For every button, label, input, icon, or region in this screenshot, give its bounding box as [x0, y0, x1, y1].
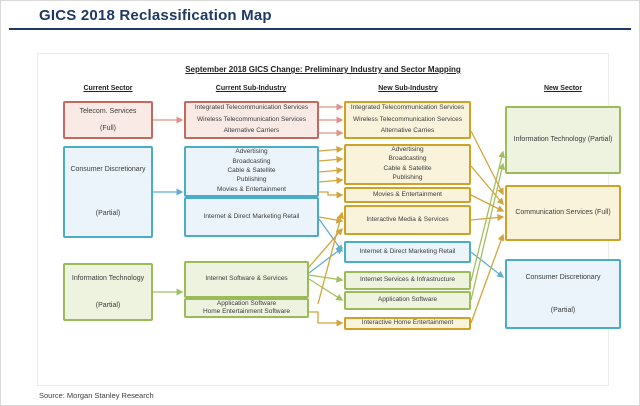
internet-services-infrastructure-new-box — [344, 271, 471, 290]
application-software-new-box — [344, 291, 471, 310]
telecom-subindustries-current-label: Alternative Carriers — [223, 126, 280, 134]
media-subindustries-new-label: Advertising — [391, 146, 424, 154]
consumer-discretionary-new-box — [505, 259, 621, 329]
media-subindustries-current-label: Cable & Satellite — [227, 167, 276, 175]
information-technology-current-label: Information Technology — [71, 274, 145, 282]
internet-software-current-box — [184, 261, 309, 298]
internet-retail-current-box — [184, 197, 319, 237]
media-subindustries-current-label: Movies & Entertainment — [216, 185, 286, 193]
consumer-discretionary-new-label: Consumer Discretionary — [525, 273, 601, 281]
interactive-home-entertainment-new-label: Interactive Home Entertainment — [361, 319, 454, 327]
telecom-services-current-label: (Full) — [100, 124, 116, 132]
column-header-new-sub-industry: New Sub-Industry — [378, 85, 438, 92]
information-technology-new-label: Information Technology (Partial) — [513, 136, 613, 144]
internet-retail-new-label: Internet & Direct Marketing Retail — [359, 247, 456, 255]
media-subindustries-new-label: Broadcasting — [388, 155, 427, 163]
media-subindustries-new-box — [344, 144, 471, 185]
source-attribution: Source: Morgan Stanley Research — [39, 391, 154, 400]
communication-services-new-box — [505, 185, 621, 241]
telecom-subindustries-current-box — [184, 101, 319, 139]
telecom-subindustries-new-label: Integrated Telecommunication Services — [350, 104, 465, 112]
telecom-services-current-box — [63, 101, 153, 139]
application-software-new-label: Application Software — [377, 296, 438, 304]
software-subindustries-current-label: Application Software — [216, 299, 277, 307]
telecom-subindustries-new-label: Alternative Carries — [380, 126, 435, 134]
movies-entertainment-new-label: Movies & Entertainment — [372, 190, 442, 198]
telecom-subindustries-current-label: Integrated Telecommunication Services — [194, 104, 309, 112]
telecom-services-current-label: Telecom. Services — [79, 107, 137, 115]
information-technology-new-box — [505, 106, 621, 174]
consumer-discretionary-new-label: (Partial) — [550, 306, 576, 314]
column-header-current-sector: Current Sector — [83, 85, 133, 92]
media-subindustries-current-box — [184, 146, 319, 197]
interactive-media-services-new-box — [344, 205, 471, 235]
chart-title: September 2018 GICS Change: Preliminary Industry and Sector Mapping — [185, 65, 461, 74]
interactive-media-services-new-label: Interactive Media & Services — [366, 215, 449, 223]
software-subindustries-current-label: Home Entertainment Software — [202, 307, 291, 315]
interactive-home-entertainment-new-box — [344, 317, 471, 330]
information-technology-current-label: (Partial) — [95, 301, 121, 309]
information-technology-current-box — [63, 263, 153, 321]
telecom-subindustries-current-label: Wireless Telecommunication Services — [197, 115, 306, 123]
movies-entertainment-new-box — [344, 187, 471, 203]
media-subindustries-current-label: Advertising — [235, 148, 268, 156]
internet-retail-current-label: Internet & Direct Marketing Retail — [203, 212, 300, 220]
media-subindustries-current-label: Publishing — [236, 176, 267, 184]
media-subindustries-new-label: Publishing — [392, 173, 423, 181]
column-header-new-sector: New Sector — [543, 85, 583, 92]
column-header-current-sub-industry: Current Sub-Industry — [215, 85, 287, 92]
media-subindustries-current-label: Broadcasting — [232, 157, 271, 165]
internet-retail-new-box — [344, 241, 471, 263]
title-divider — [9, 28, 631, 30]
consumer-discretionary-current-box — [63, 146, 153, 238]
consumer-discretionary-current-label: (Partial) — [95, 210, 121, 218]
telecom-subindustries-new-label: Wireless Telecommunication Services — [353, 115, 462, 123]
page-title: GICS 2018 Reclassification Map — [39, 7, 272, 24]
internet-services-infrastructure-new-label: Internet Services & Infrastructure — [359, 276, 455, 284]
internet-software-current-label: Internet Software & Services — [205, 275, 288, 283]
consumer-discretionary-current-label: Consumer Discretionary — [70, 166, 146, 174]
software-subindustries-current-box — [184, 298, 309, 318]
media-subindustries-new-label: Cable & Satellite — [383, 164, 432, 172]
telecom-subindustries-new-box — [344, 101, 471, 139]
communication-services-new-label: Communication Services (Full) — [515, 209, 611, 217]
